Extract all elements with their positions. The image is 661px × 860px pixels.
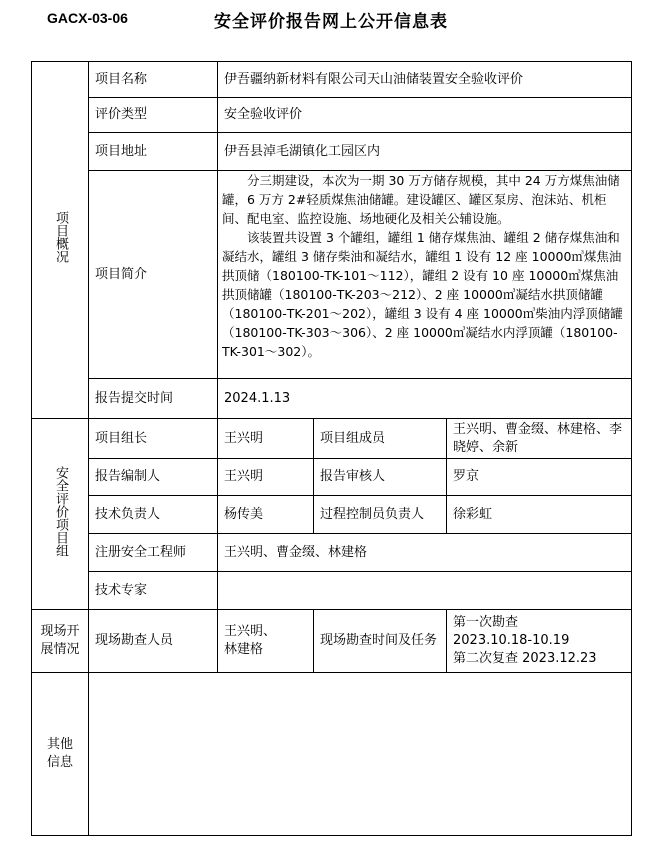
site-staff-line-1: 王兴明、 <box>224 624 277 639</box>
team-leader-label: 项目组长 <box>89 419 218 459</box>
submit-time-value: 2024.1.13 <box>218 379 632 419</box>
intro-paragraph-1: 分三期建设，本次为一期 30 万方储存规模，其中 24 万方煤焦油储罐，6 万方 2#轻质煤焦油储罐。建设罐区、罐区泵房、泡沫站、机柜间、配电室、监控设施、场地硬化及相关公辅设施。 <box>222 173 620 226</box>
site-staff-value <box>218 610 314 673</box>
page-title: 安全评价报告网上公开信息表 <box>214 12 448 32</box>
report-reviewer-label: 报告审核人 <box>314 459 447 496</box>
site-time-line-1: 第一次勘查 <box>453 615 519 630</box>
section-team: 安全评价项目组 <box>32 419 89 610</box>
report-author-value: 王兴明 <box>218 459 314 496</box>
tech-lead-label: 技术负责人 <box>89 496 218 534</box>
project-address-label: 项目地址 <box>89 133 218 171</box>
submit-time-label: 报告提交时间 <box>89 379 218 419</box>
project-address-value: 伊吾县淖毛湖镇化工园区内 <box>218 133 632 171</box>
project-name-value: 伊吾疆纳新材料有限公司天山油储装置安全验收评价 <box>218 62 632 98</box>
team-members-label: 项目组成员 <box>314 419 447 459</box>
safety-engineer-label: 注册安全工程师 <box>89 534 218 572</box>
site-staff-label: 现场勘查人员 <box>89 610 218 673</box>
report-reviewer-value: 罗京 <box>447 459 632 496</box>
section-site <box>32 610 89 673</box>
other-section-line-2: 信息 <box>46 755 73 770</box>
intro-paragraph-2: 该装置共设置 3 个罐组，罐组 1 储存煤焦油、罐组 2 储存煤焦油和凝结水，罐组 3 储存柴油和凝结水，罐组 1 设有 12 座 10000㎥煤焦油拱顶储（180100-TK-101～112），罐组 2 设有 10 座 10000㎥煤焦油拱顶储罐（180100-TK-203～212）、2 座 10000㎥凝结水拱顶储罐（180100-TK-201～202），罐组 3 设有 4 座 10000㎥柴油内浮顶储罐（180100-TK-303～306）、2 座 10000㎥凝结水内浮顶罐（180100-TK-301～302）。 <box>222 230 623 359</box>
project-intro-value <box>218 171 632 379</box>
section-other <box>32 673 89 836</box>
other-section-line-1: 其他 <box>46 737 73 752</box>
tech-expert-label: 技术专家 <box>89 572 218 610</box>
site-time-line-2: 2023.10.18-10.19 <box>453 633 570 648</box>
site-time-value <box>447 610 632 673</box>
site-section-line-2: 展情况 <box>40 642 80 657</box>
site-staff-line-2: 林建格 <box>224 642 264 657</box>
tech-expert-value <box>218 572 632 610</box>
section-overview: 项目概况 <box>32 62 89 419</box>
process-control-value: 徐彩虹 <box>447 496 632 534</box>
other-info-value <box>89 673 632 836</box>
info-table <box>31 61 632 836</box>
process-control-label: 过程控制员负责人 <box>314 496 447 534</box>
eval-type-label: 评价类型 <box>89 98 218 133</box>
site-time-line-3: 第二次复查 2023.12.23 <box>453 651 597 666</box>
eval-type-value: 安全验收评价 <box>218 98 632 133</box>
site-section-line-1: 现场开 <box>40 624 80 639</box>
project-name-label: 项目名称 <box>89 62 218 98</box>
tech-lead-value: 杨传美 <box>218 496 314 534</box>
site-time-label: 现场勘查时间及任务 <box>314 610 447 673</box>
project-intro-label: 项目简介 <box>89 171 218 379</box>
report-author-label: 报告编制人 <box>89 459 218 496</box>
safety-engineer-value: 王兴明、曹金缀、林建格 <box>218 534 632 572</box>
team-members-value: 王兴明、曹金缀、林建格、李晓婷、余新 <box>447 419 632 459</box>
form-code: GACX-03-06 <box>47 10 128 26</box>
team-leader-value: 王兴明 <box>218 419 314 459</box>
